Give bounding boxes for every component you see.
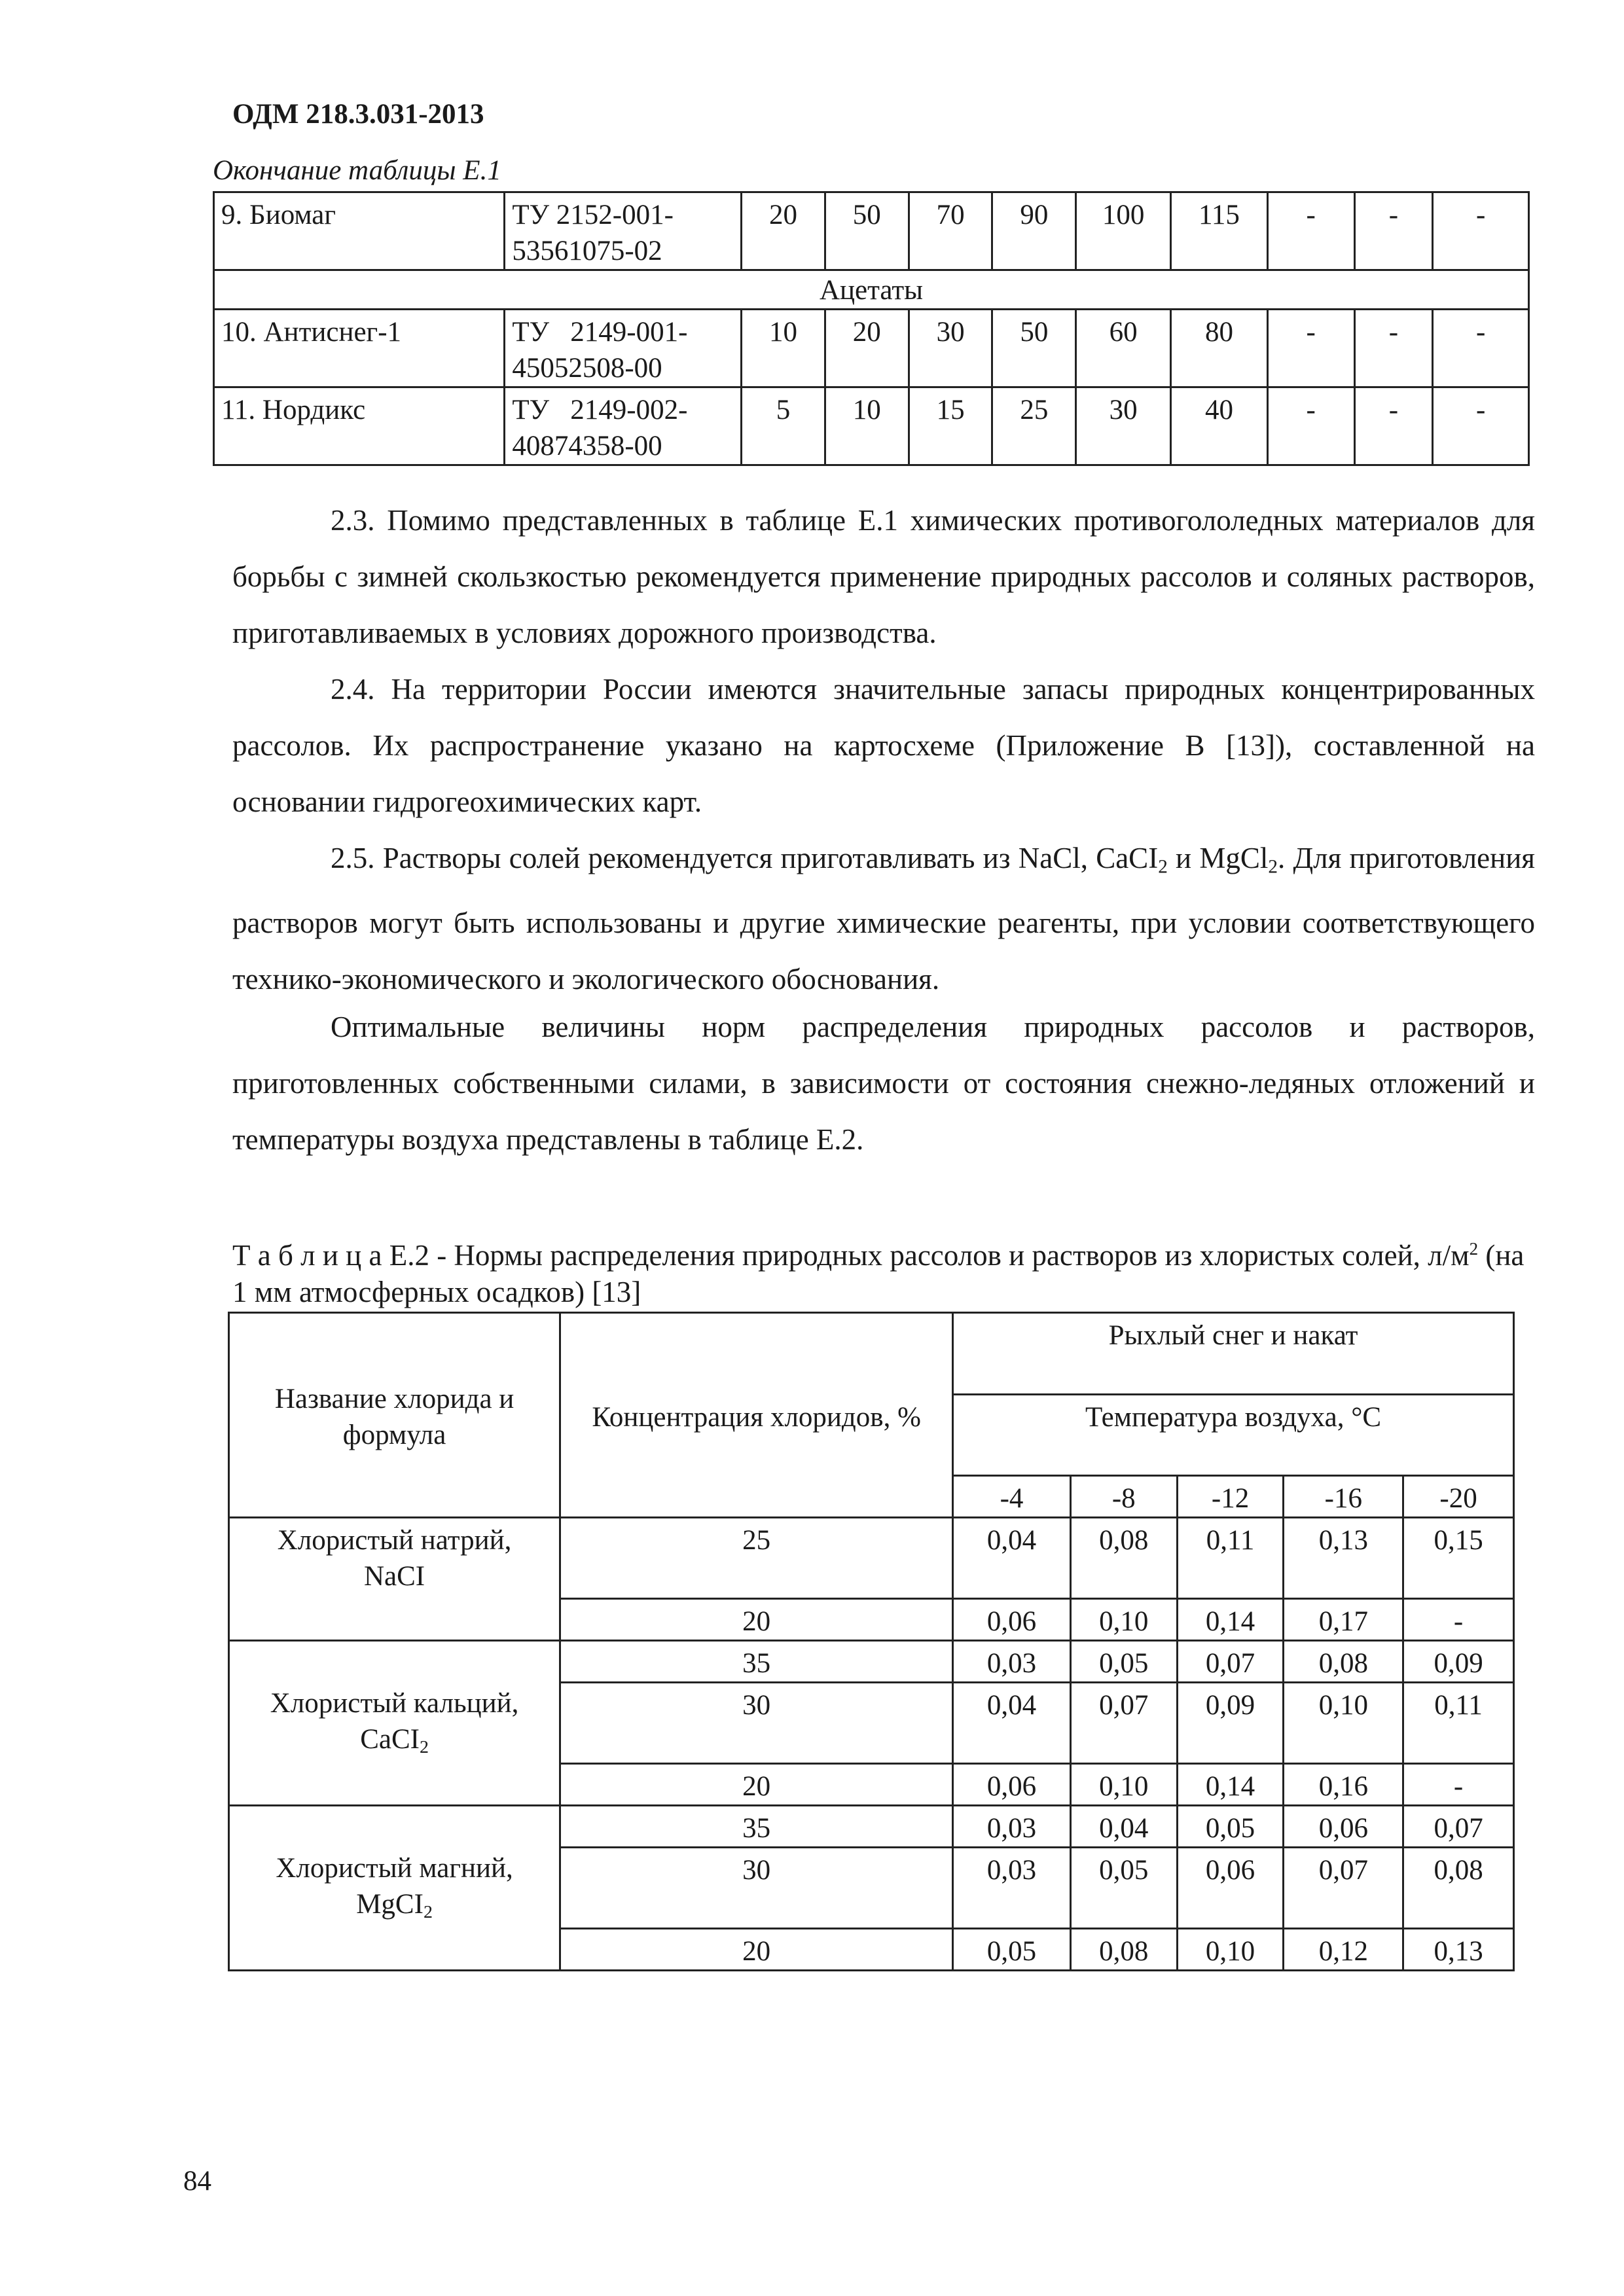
temperature-value: -12 [1177,1476,1284,1518]
chloride-name: Хлористый магний, MgCI$_2$ [229,1806,560,1971]
table-cell: 0,10 [1070,1764,1177,1806]
col-header-name: Название хлорида и формула [229,1313,560,1518]
table-cell: 0,03 [953,1641,1071,1683]
document-code-header: ОДМ 218.3.031-2013 [232,99,484,130]
table-cell: 20 [825,310,909,387]
material-name: 11. Нордикс [214,387,505,465]
table-e2-caption: Т а б л и ц а Е.2 - Нормы распределения природных рассолов и растворов из хлористых солей, $л/м^2$ (на 1 мм атмосферных осадков) [13] [232,1239,1525,1308]
table-cell: 0,08 [1070,1518,1177,1599]
concentration-cell: 35 [560,1806,953,1848]
table-e2 [228,1312,1515,1971]
table-cell: - [1403,1599,1514,1641]
concentration-cell: 20 [560,1764,953,1806]
table-cell: 0,11 [1403,1683,1514,1764]
table-cell: 0,04 [1070,1806,1177,1848]
table-cell: 60 [1076,310,1171,387]
table-cell: 80 [1171,310,1268,387]
table-cell: 0,07 [1070,1683,1177,1764]
table-cell: 0,12 [1284,1929,1403,1971]
table-cell: 0,13 [1403,1929,1514,1971]
col-header-concentration: Концентрация хлоридов, % [560,1313,953,1518]
table-cell: 0,10 [1284,1683,1403,1764]
table-cell: 0,03 [953,1848,1071,1929]
table-cell: 10 [742,310,825,387]
table-cell: 0,06 [953,1764,1071,1806]
tu-number: ТУ 2152-001- 53561075-02 [505,192,742,270]
table-header-row [229,1313,1514,1395]
concentration-cell: 30 [560,1683,953,1764]
paragraph-2-4: 2.4. На территории России имеются значительные запасы природных концентрированных рассолов. Их распространение указано на картосхеме (Приложение В [13]), составленной на основании гидрогеохимических карт. [232,673,1535,818]
table-cell: 0,14 [1177,1599,1284,1641]
concentration-cell: 35 [560,1641,953,1683]
table-cell: - [1354,192,1433,270]
table-cell: - [1433,192,1529,270]
table-cell: 0,05 [1070,1641,1177,1683]
table-cell: 0,06 [1177,1848,1284,1929]
table-cell: 0,06 [953,1599,1071,1641]
table-cell: - [1403,1764,1514,1806]
table-cell: 100 [1076,192,1171,270]
table-cell: 90 [992,192,1076,270]
table-row [229,1641,1514,1683]
table-cell: 0,05 [953,1929,1071,1971]
section-acetates: Ацетаты [214,270,1529,310]
table-cell: 20 [742,192,825,270]
table-cell: 115 [1171,192,1268,270]
table-cell: 0,15 [1403,1518,1514,1599]
table-cell: 5 [742,387,825,465]
table-e1-end [213,191,1530,466]
table-row [214,387,1529,465]
temperature-value: -8 [1070,1476,1177,1518]
chloride-name: Хлористый натрий, NaCI [229,1518,560,1641]
table-cell: 0,03 [953,1806,1071,1848]
paragraph-optimal: Оптимальные величины норм распределения природных рассолов и растворов, приготовленных собственными силами, в зависимости от состояния снежно-ледяных отложений и температуры воздуха представлены в таблице Е.2. [232,1011,1535,1156]
tu-number: ТУ 2149-002- 40874358-00 [505,387,742,465]
temperature-header: Температура воздуха, °С [953,1395,1514,1476]
table-cell: 0,11 [1177,1518,1284,1599]
table-cell: 70 [909,192,992,270]
table-cell: 0,08 [1070,1929,1177,1971]
table-cell: 40 [1171,387,1268,465]
table-cell: 50 [992,310,1076,387]
table-cell: - [1354,387,1433,465]
table-cell: - [1267,310,1354,387]
table-cell: 30 [909,310,992,387]
table-section-row [214,270,1529,310]
table-cell: - [1433,310,1529,387]
table-cell: 0,16 [1284,1764,1403,1806]
table-cell: 15 [909,387,992,465]
table-cell: 25 [992,387,1076,465]
table-cell: 0,04 [953,1518,1071,1599]
table-row [214,192,1529,270]
table-cell: 50 [825,192,909,270]
table-cell: 0,07 [1403,1806,1514,1848]
page-number: 84 [183,2166,211,2197]
table-cell: 0,08 [1284,1641,1403,1683]
table-cell: 0,07 [1177,1641,1284,1683]
table-cell: 0,09 [1177,1683,1284,1764]
tu-number: ТУ 2149-001- 45052508-00 [505,310,742,387]
table-cell: 0,10 [1177,1929,1284,1971]
table-cell: - [1267,192,1354,270]
chloride-name: Хлористый кальций, CaCI$_2$ [229,1641,560,1806]
paragraph-2-3: 2.3. Помимо представленных в таблице Е.1 химических противогололедных материалов для борьбы с зимней скользкостью рекомендуется применение природных рассолов и соляных растворов, приготавливаемых в условиях дорожного производства. [232,504,1535,649]
table-cell: 10 [825,387,909,465]
material-name: 9. Биомаг [214,192,505,270]
table-cell: 0,14 [1177,1764,1284,1806]
concentration-cell: 30 [560,1848,953,1929]
table-cell: 0,08 [1403,1848,1514,1929]
table-row [229,1518,1514,1599]
group-header: Рыхлый снег и накат [953,1313,1514,1395]
material-name: 10. Антиснег-1 [214,310,505,387]
table-cell: 30 [1076,387,1171,465]
table-cell: 0,07 [1284,1848,1403,1929]
temperature-value: -16 [1284,1476,1403,1518]
temperature-value: -4 [953,1476,1071,1518]
table-cell: 0,10 [1070,1599,1177,1641]
table-cell: 0,04 [953,1683,1071,1764]
table-cell: 0,17 [1284,1599,1403,1641]
temperature-value: -20 [1403,1476,1514,1518]
table-cell: 0,06 [1284,1806,1403,1848]
table-cell: 0,05 [1177,1806,1284,1848]
table-cell: - [1354,310,1433,387]
table-cell: - [1267,387,1354,465]
concentration-cell: 20 [560,1929,953,1971]
paragraph-2-5: 2.5. Растворы солей рекомендуется приготавливать из NaCl, CaCI$_2$ и MgCl$_2$. Для приготовления растворов могут быть использованы и другие химические реагенты, при условии соответствующего технико-экономического и экологического обоснования. [232,842,1535,996]
table-cell: 0,05 [1070,1848,1177,1929]
table-row [214,310,1529,387]
concentration-cell: 20 [560,1599,953,1641]
table-cell: - [1433,387,1529,465]
table-row [229,1806,1514,1848]
table-cell: 0,13 [1284,1518,1403,1599]
table-continuation-caption: Окончание таблицы Е.1 [213,155,501,186]
table-cell: 0,09 [1403,1641,1514,1683]
concentration-cell: 25 [560,1518,953,1599]
